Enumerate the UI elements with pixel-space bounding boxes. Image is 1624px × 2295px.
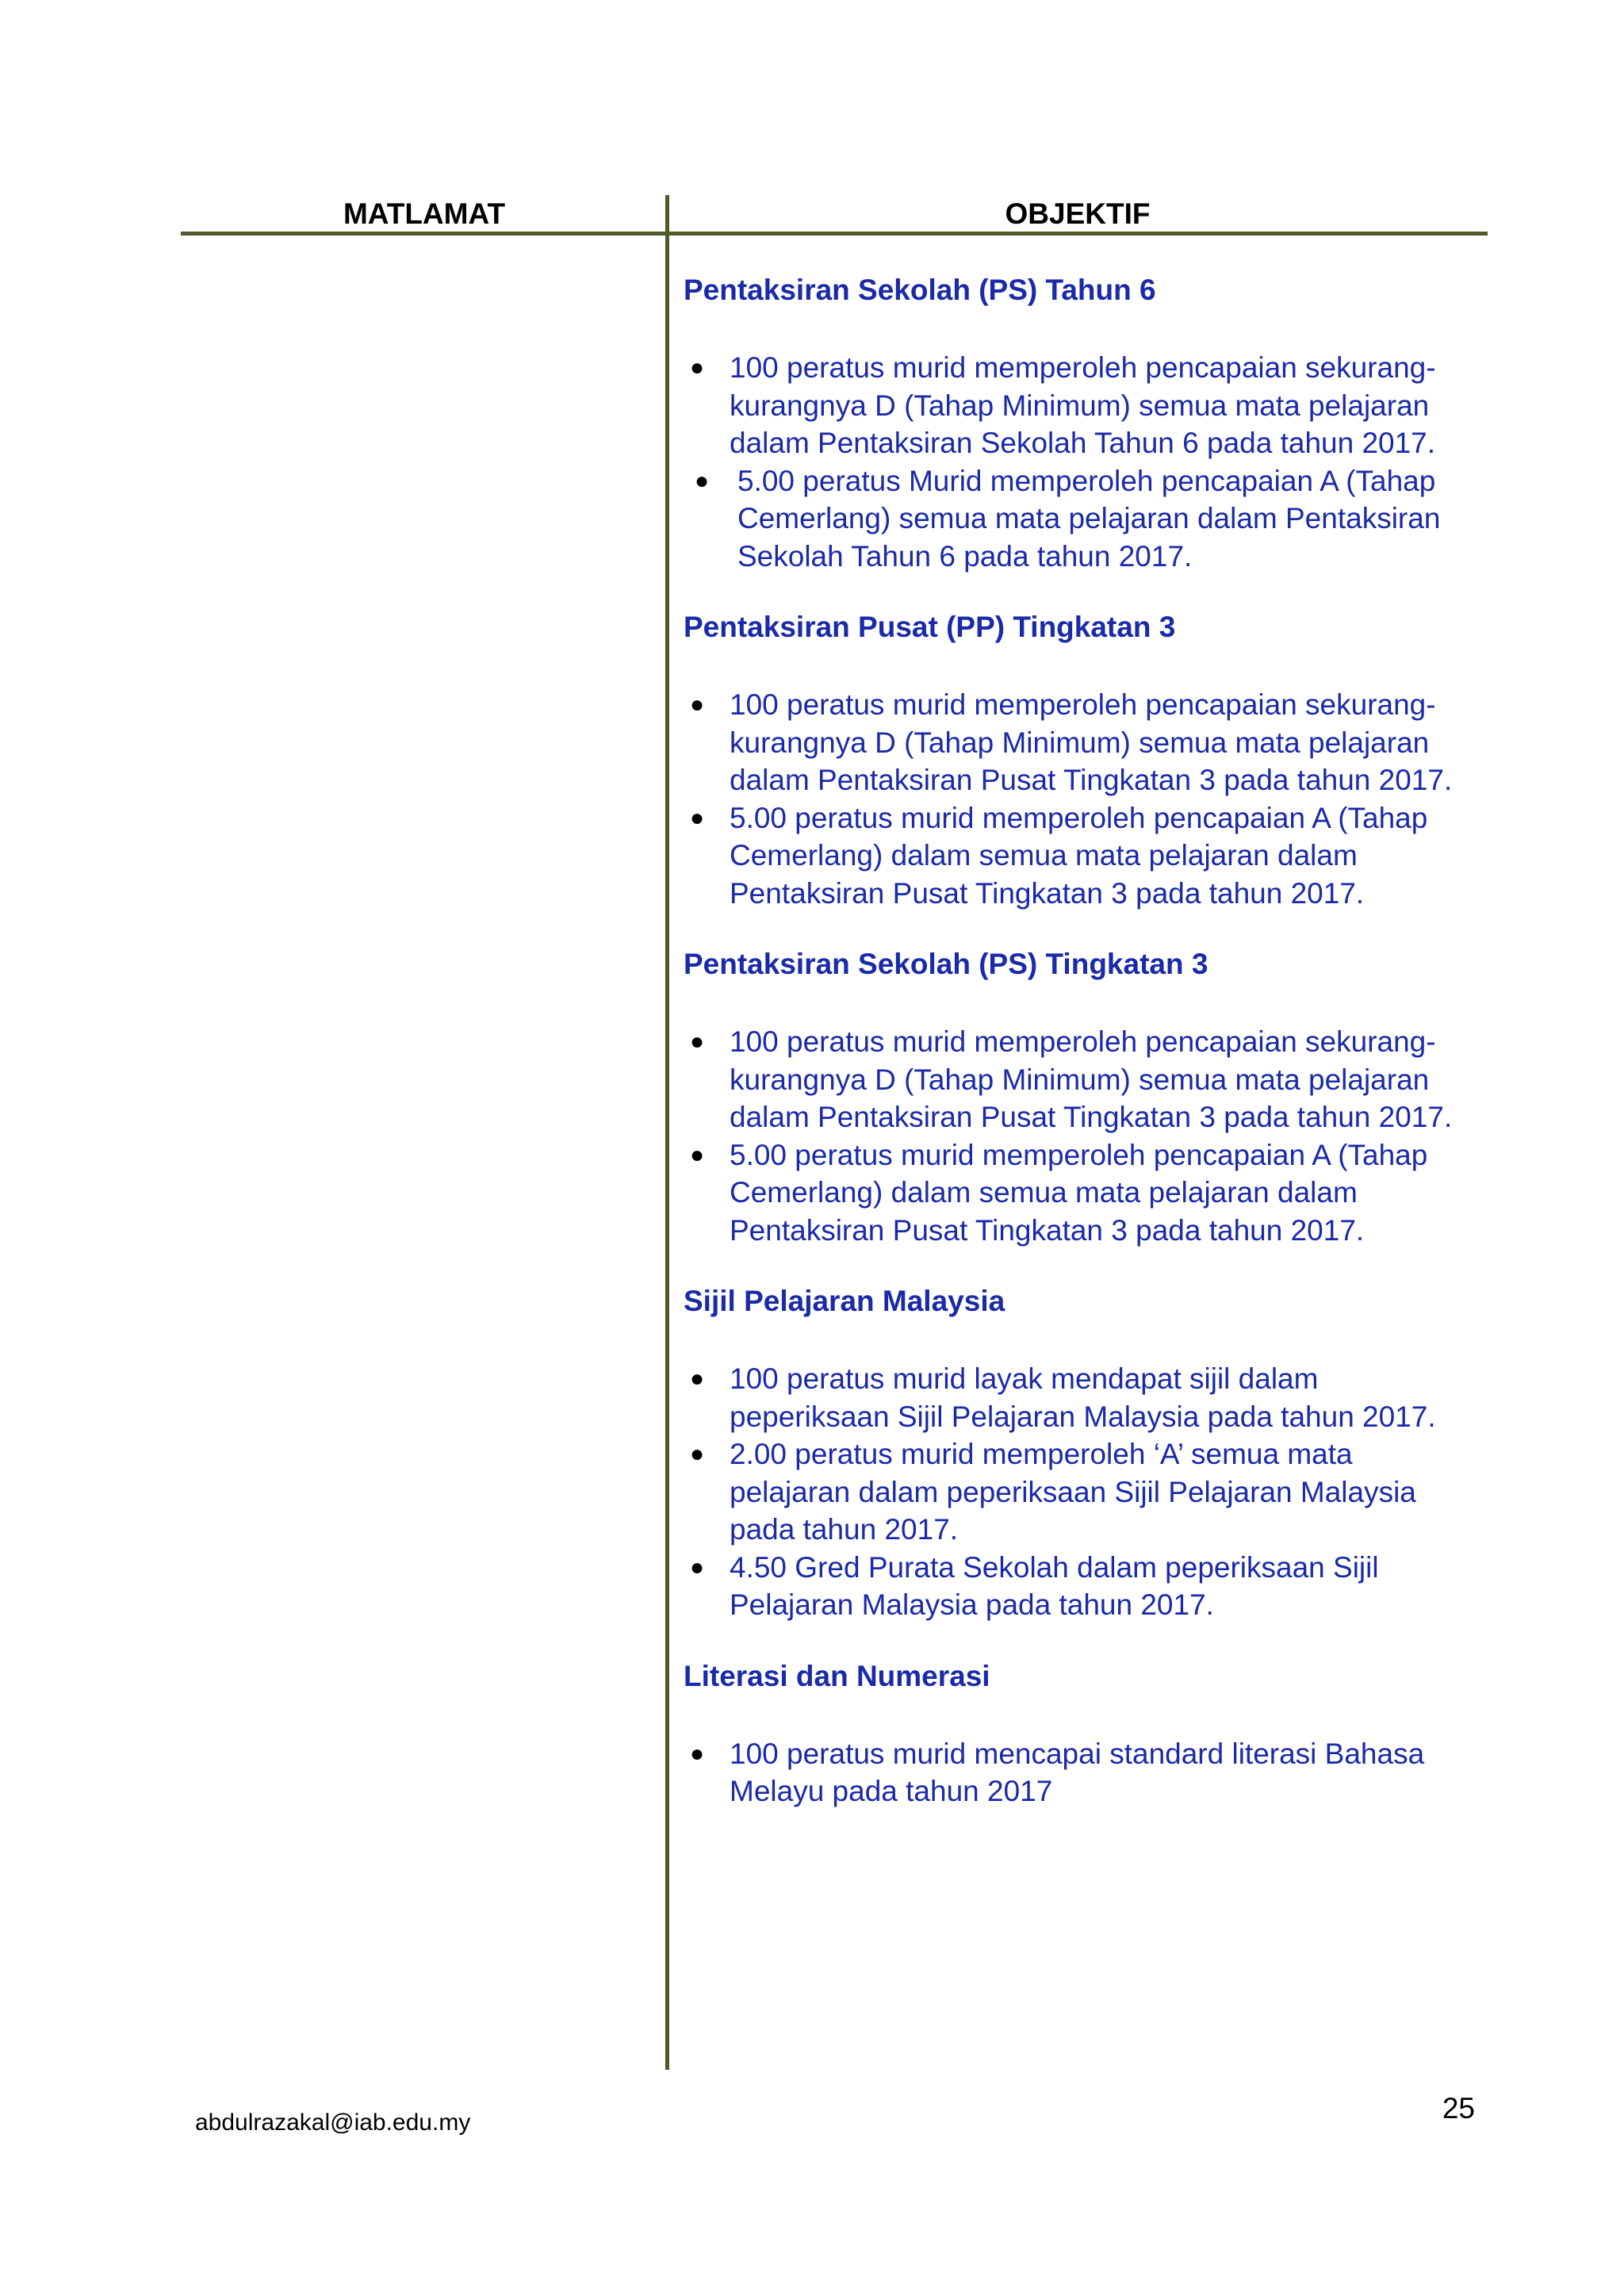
bullet-icon: ● xyxy=(690,1554,705,1580)
list-item xyxy=(684,1136,1477,1250)
list-item xyxy=(684,1735,1477,1810)
section-literasi-numerasi xyxy=(684,1657,1477,1810)
list-item-text: 100 peratus murid mencapai standard literasi Bahasa Melayu pada tahun 2017 xyxy=(730,1737,1425,1807)
section-title: Pentaksiran Sekolah (PS) Tahun 6 xyxy=(684,274,1156,306)
list-item-text: 100 peratus murid layak mendapat sijil dalam peperiksaan Sijil Pelajaran Malaysia pada tahun 2017. xyxy=(730,1362,1436,1433)
list-item-text: 5.00 peratus murid memperoleh pencapaian A (Tahap Cemerlang) dalam semua mata pelajaran dalam Pentaksiran Pusat Tingkatan 3 pada tahun 2017. xyxy=(730,1138,1428,1247)
objective-list xyxy=(684,1735,1477,1810)
bullet-icon: ● xyxy=(690,1141,705,1168)
bullet-icon: ● xyxy=(690,1740,705,1767)
bullet-icon: ● xyxy=(690,692,705,718)
bullet-icon: ● xyxy=(690,354,705,381)
section-title: Sijil Pelajaran Malaysia xyxy=(684,1285,1005,1317)
bullet-icon: ● xyxy=(690,1029,705,1055)
list-item xyxy=(684,1549,1477,1624)
objective-list xyxy=(684,1023,1477,1249)
list-item-text: 5.00 peratus Murid memperoleh pencapaian A (Tahap Cemerlang) semua mata pelajaran dalam Pentaksiran Sekolah Tahun 6 pada tahun 2017. xyxy=(737,464,1441,573)
header-rule xyxy=(181,232,1488,236)
list-item xyxy=(684,1023,1477,1136)
objective-list xyxy=(684,686,1477,912)
bullet-icon: ● xyxy=(695,467,710,494)
column-header-objektif: OBJEKTIF xyxy=(1005,197,1151,230)
column-header-matlamat: MATLAMAT xyxy=(343,197,506,230)
column-divider xyxy=(665,195,669,2070)
list-item-text: 2.00 peratus murid memperoleh ‘A’ semua mata pelajaran dalam peperiksaan Sijil Pelajaran Malaysia pada tahun 2017. xyxy=(730,1438,1416,1546)
footer-email: abdulrazakal@iab.edu.my xyxy=(195,2109,471,2136)
bullet-icon: ● xyxy=(690,1366,705,1392)
section-title: Literasi dan Numerasi xyxy=(684,1659,990,1692)
bullet-icon: ● xyxy=(690,1441,705,1467)
list-item xyxy=(684,1435,1477,1549)
section-title: Pentaksiran Pusat (PP) Tingkatan 3 xyxy=(684,611,1176,643)
list-item-text: 100 peratus murid memperoleh pencapaian sekurang-kurangnya D (Tahap Minimum) semua mata pelajaran dalam Pentaksiran Pusat Tingkatan 3 pada tahun 2017. xyxy=(730,688,1453,796)
list-item-text: 100 peratus murid memperoleh pencapaian sekurang-kurangnya D (Tahap Minimum) semua mata pelajaran dalam Pentaksiran Pusat Tingkatan 3 pada tahun 2017. xyxy=(730,1025,1453,1133)
list-item xyxy=(684,462,1477,576)
objective-list xyxy=(684,1360,1477,1624)
page-number: 25 xyxy=(1442,2092,1475,2125)
list-item xyxy=(684,686,1477,799)
list-item-text: 5.00 peratus murid memperoleh pencapaian A (Tahap Cemerlang) dalam semua mata pelajaran dalam Pentaksiran Pusat Tingkatan 3 pada tahun 2017. xyxy=(730,801,1428,910)
objective-list xyxy=(684,349,1477,575)
list-item xyxy=(684,349,1477,462)
list-item xyxy=(684,1360,1477,1435)
section-title: Pentaksiran Sekolah (PS) Tingkatan 3 xyxy=(684,948,1208,980)
objectives-column xyxy=(684,238,1477,1844)
bullet-icon: ● xyxy=(690,804,705,831)
list-item-text: 4.50 Gred Purata Sekolah dalam peperiksaan Sijil Pelajaran Malaysia pada tahun 2017. xyxy=(730,1550,1379,1621)
section-spm xyxy=(684,1282,1477,1624)
list-item xyxy=(684,799,1477,913)
list-item-text: 100 peratus murid memperoleh pencapaian sekurang-kurangnya D (Tahap Minimum) semua mata pelajaran dalam Pentaksiran Sekolah Tahun 6 pada tahun 2017. xyxy=(730,351,1436,459)
section-ps-tingkatan-3 xyxy=(684,945,1477,1249)
section-pp-tingkatan-3 xyxy=(684,608,1477,912)
section-ps-tahun-6 xyxy=(684,271,1477,575)
